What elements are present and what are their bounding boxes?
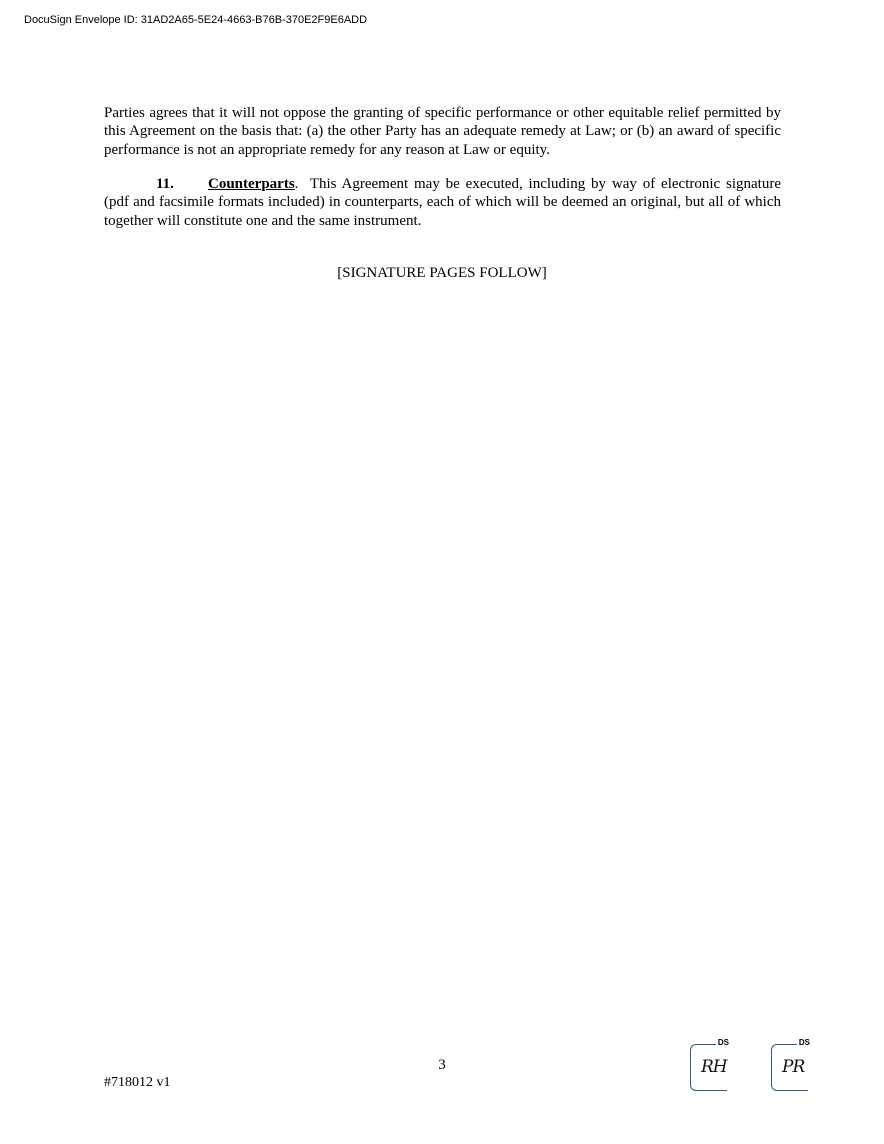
signature-pages-notice: [SIGNATURE PAGES FOLLOW] [337,265,547,281]
initials-signature: RH [701,1057,727,1077]
initials-box-2 [771,1038,810,1091]
section-text: This Agreement may be executed, including by way of electronic signature (pdf and facsimile formats included) in counterparts, each of which will be deemed an original, but all of which together will constitute one and the same instrument. [104,176,782,229]
ds-tag: DS [717,1038,729,1047]
section-title-punct: . [294,176,299,192]
paragraph-specific-performance: Parties agrees that it will not oppose the granting of specific performance or other equitable relief permitted by this Agreement on the basis that: (a) the other Party has an adequate remedy at Law; or (b) an award of specific performance is not an appropriate remedy for any reason at Law or equity. [104,105,781,158]
initials-box-1 [690,1038,729,1091]
initials-signature: PR [782,1057,805,1077]
section-11-counterparts [104,175,781,230]
section-number: 11. [156,176,174,192]
document-id: #718012 v1 [104,1075,171,1090]
section-title: Counterparts [208,176,295,192]
ds-tag: DS [798,1038,810,1047]
page-number: 3 [438,1057,446,1073]
docusign-envelope-id: DocuSign Envelope ID: 31AD2A65-5E24-4663-B76B-370E2F9E6ADD [24,14,368,26]
